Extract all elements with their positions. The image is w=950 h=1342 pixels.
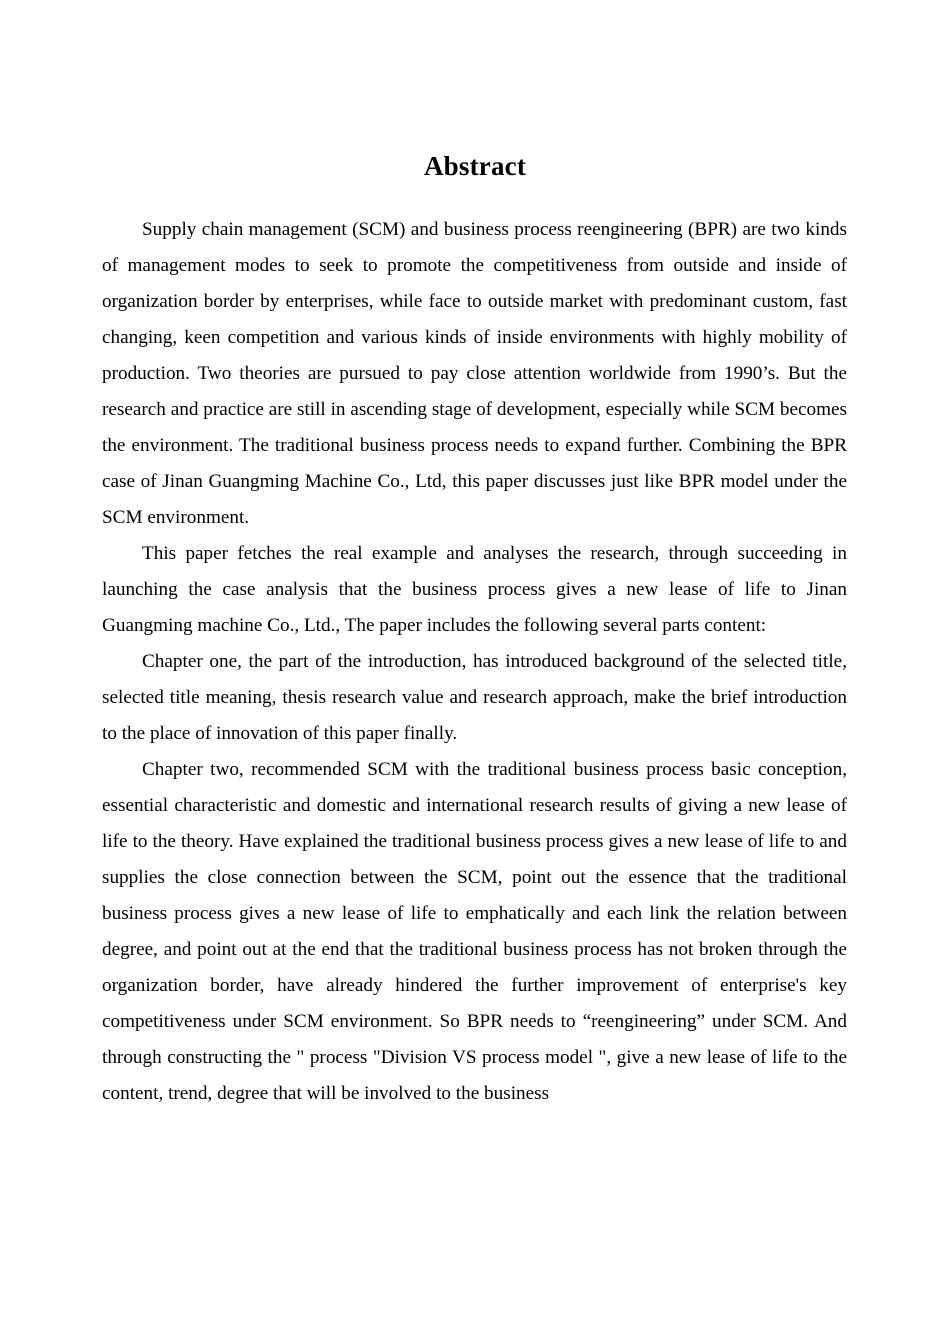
paragraph-4: Chapter two, recommended SCM with the traditional business process basic conception, essential characteristic and domestic and international research results of giving a new lease of life to the theory. Have explained the traditional business process gives a new lease of life to and supplies the close connection between the SCM, point out the essence that the traditional business process gives a new lease of life to emphatically and each link the relation between degree, and point out at the end that the traditional business process has not broken through the organization border, have already hindered the further improvement of enterprise's key competitiveness under SCM environment. So BPR needs to “reengineering” under SCM. And through constructing the " process "Division VS process model ", give a new lease of life to the content, trend, degree that will be involved to the business: [102, 759, 847, 1104]
page-title: Abstract: [423, 151, 527, 181]
page-top-margin: [0, 0, 950, 150]
paragraph-1: Supply chain management (SCM) and business process reengineering (BPR) are two kinds of management modes to seek to promote the competitiveness from outside and inside of organization border by enterprises, while face to outside market with predominant custom, fast changing, keen competition and various kinds of inside environments with highly mobility of production. Two theories are pursued to pay close attention worldwide from 1990’s. But the research and practice are still in ascending stage of development, especially while SCM becomes the environment. The traditional business process needs to expand further. Combining the BPR case of Jinan Guangming Machine Co., Ltd, this paper discusses just like BPR model under the SCM environment.: [102, 219, 847, 528]
abstract-body: [0, 212, 950, 1112]
paragraph-3: Chapter one, the part of the introduction, has introduced background of the selected title, selected title meaning, thesis research value and research approach, make the brief introduction to the place of innovation of this paper finally.: [102, 651, 847, 744]
paragraph-2: This paper fetches the real example and analyses the research, through succeeding in launching the case analysis that the business process gives a new lease of life to Jinan Guangming machine Co., Ltd., The paper includes the following several parts content:: [102, 543, 847, 636]
